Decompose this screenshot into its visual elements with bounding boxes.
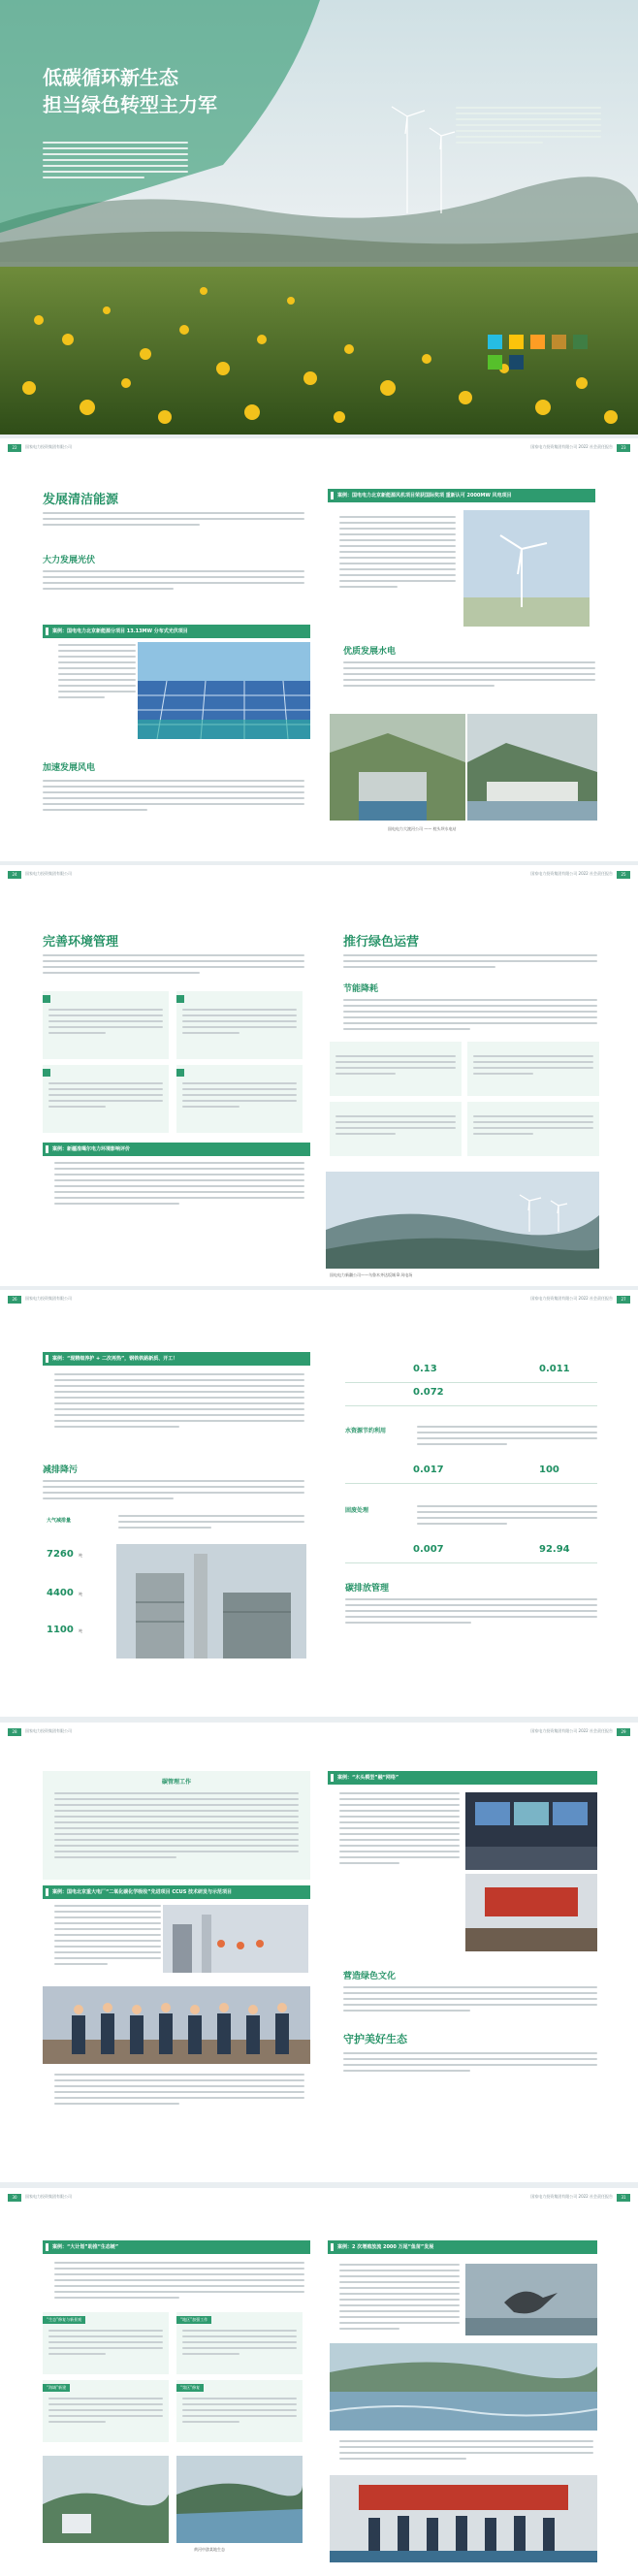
right-stat-3: 0.072 [413, 1387, 444, 1398]
header-left: 国家电力投资集团有限公司 [25, 1296, 72, 1301]
sdg-17-icon [509, 355, 524, 370]
carbon-text [345, 1598, 597, 1627]
section-title-left: 完善环境管理 [43, 935, 119, 950]
env-box-4 [176, 1065, 303, 1133]
sdg-13-icon [573, 335, 588, 349]
emission-stat-2 [47, 1581, 82, 1599]
cover-intro-text [43, 142, 188, 182]
header-right: 国家电力投资集团有限公司 2022 社会责任报告 [530, 2194, 613, 2199]
page-number-left: 26 [8, 1296, 21, 1304]
header-left: 国家电力投资集团有限公司 [25, 1728, 72, 1733]
page-3-environment [0, 865, 638, 1286]
case-retrofit-text [54, 1373, 304, 1432]
hydro-caption: 国电电力大渡河公司 —— 枕头坝水电站 [388, 826, 457, 831]
culture-text [343, 1986, 597, 2015]
carbon-work-box [43, 1771, 310, 1880]
hydro-dam-photo-2 [467, 714, 597, 821]
eco-tag-4: “第区”修复 [176, 2384, 204, 2392]
cover-title-line2: 担当绿色转型主力军 [43, 93, 217, 116]
subsection-ecology: 守护美好生态 [343, 2033, 407, 2045]
env-box-1 [43, 991, 169, 1059]
subsection-solar: 大力发展光伏 [43, 556, 96, 565]
case-wind: 案例：国电电力北京新能源风机项目荣获国际奖项 重新认可 2000MW 风电项目 [328, 489, 595, 502]
page-5-carbon-management [0, 1723, 638, 2182]
eco-tag-1: “生态”修复与新景观 [43, 2316, 85, 2324]
emission-stat-3 [47, 1618, 82, 1636]
sdg-11-icon [530, 335, 545, 349]
section-title: 发展清洁能源 [43, 493, 119, 507]
page-header [0, 1296, 638, 1305]
emission-stat-1-value: 7260 [47, 1549, 74, 1560]
waste-text [417, 1505, 597, 1529]
bird-photo [465, 2264, 597, 2335]
ops-box-4 [467, 1102, 599, 1156]
right-stat-1: 0.13 [413, 1364, 437, 1374]
header-right: 国家电力投资集团有限公司 2022 社会责任报告 [530, 1728, 613, 1733]
page-number-right: 27 [617, 1296, 630, 1304]
subsection-culture: 营造绿色文化 [343, 1972, 397, 1981]
sdg-15-icon [488, 355, 502, 370]
page-number-right: 29 [617, 1728, 630, 1736]
ccus-site-photo [163, 1905, 308, 1973]
control-room-photo [465, 1792, 597, 1870]
cover-title-line1: 低碳循环新生态 [43, 66, 178, 89]
page-number-right: 25 [617, 871, 630, 879]
ops-box-3 [330, 1102, 462, 1156]
eco-box-3 [43, 2380, 169, 2442]
sdg-7-icon [509, 335, 524, 349]
subsection-water: 水资源节约利用 [345, 1428, 387, 1434]
header-left: 国家电力投资集团有限公司 [25, 444, 72, 449]
reduction-text [43, 1480, 304, 1503]
right-stat-7: 92.94 [539, 1544, 570, 1555]
hydro-dam-photo-1 [330, 714, 465, 821]
case-plan-text [54, 2262, 304, 2302]
page-header [0, 871, 638, 881]
case-retrofit: 案例：“现精细养护 + 二次再热”，钢铁铁路新质、开工！ [43, 1352, 310, 1366]
case-eia: 案例：新疆准噶尔电力环境影响评价 [43, 1143, 310, 1156]
eco-box-1 [43, 2312, 169, 2374]
subsection-hydro: 优质发展水电 [343, 647, 397, 657]
water-text [417, 1426, 597, 1449]
right-stat-row-4 [345, 1544, 597, 1563]
case-plan: 案例：“大计划”助推“生态链” [43, 2240, 310, 2254]
sdg-12-icon [552, 335, 566, 349]
right-stat-row-1 [345, 1364, 597, 1383]
ops-box-2 [467, 1042, 599, 1096]
river-photo [330, 2343, 597, 2431]
ops-intro [343, 954, 597, 972]
page-header [0, 2194, 638, 2204]
page-number-left: 30 [8, 2194, 21, 2202]
header-left: 国家电力投资集团有限公司 [25, 871, 72, 876]
subsection-energy-saving: 节能降耗 [343, 984, 379, 994]
case-solar-text [58, 644, 136, 702]
right-stat-row-2 [345, 1387, 597, 1406]
page-number-left: 24 [8, 871, 21, 879]
team-photo [43, 1986, 310, 2064]
case-fish-text [339, 2264, 460, 2334]
case-wind-text [339, 516, 456, 592]
env-box-2 [176, 991, 303, 1059]
carbon-work-title: 碳管理工作 [161, 1779, 191, 1786]
emission-label: 大气减排量 [47, 1518, 72, 1524]
wind-text [43, 780, 304, 815]
emission-stat-2-unit: 吨 [78, 1592, 82, 1596]
page-number-left: 28 [8, 1728, 21, 1736]
case-model-text [339, 1792, 460, 1868]
page-header [0, 444, 638, 454]
header-left: 国家电力投资集团有限公司 [25, 2194, 72, 2199]
page-number-left: 22 [8, 444, 21, 452]
hydro-text [343, 661, 595, 691]
subsection-carbon: 碳排放管理 [345, 1584, 390, 1594]
env-box-3-tag [43, 1069, 50, 1077]
emission-stat-2-value: 4400 [47, 1588, 74, 1598]
right-stat-5: 100 [539, 1465, 559, 1475]
eco-landscape-photo-2 [176, 2456, 303, 2543]
env-intro [43, 954, 304, 978]
wind-turbine-photo [463, 510, 590, 627]
sdg-6-icon [488, 335, 502, 349]
eco-tag-3: “海域”新建 [43, 2384, 70, 2392]
case-eia-text [54, 1162, 304, 1208]
page-2-clean-energy [0, 438, 638, 861]
right-stat-2: 0.011 [539, 1364, 570, 1374]
power-plant-photo [116, 1544, 306, 1658]
subsection-reduction: 减排降污 [43, 1465, 79, 1475]
subsection-wind: 加速发展风电 [43, 763, 96, 773]
page-number-right: 31 [617, 2194, 630, 2202]
eco-caption: 黄河中游某地生态 [194, 2547, 225, 2552]
sdg-icon-row [487, 334, 603, 374]
env-box-3 [43, 1065, 169, 1133]
solar-text [43, 570, 304, 594]
case-fish-release: 案例：2 次增殖放流 2000 万尾“鱼苗”发展 [328, 2240, 597, 2254]
subsection-waste: 固废处理 [345, 1507, 369, 1514]
case-ccus-text [54, 1905, 161, 1969]
cover-right-text [456, 107, 601, 147]
emission-stat-3-unit: 吨 [78, 1628, 82, 1633]
ops-box-1 [330, 1042, 462, 1096]
fish-release-event-photo [330, 2475, 597, 2562]
energy-saving-text [343, 999, 597, 1034]
emission-side-text [118, 1515, 304, 1532]
right-stat-4: 0.017 [413, 1465, 444, 1475]
right-stat-6: 0.007 [413, 1544, 444, 1555]
eco-tag-2: “地区”加强工作 [176, 2316, 211, 2324]
eco-box-4 [176, 2380, 303, 2442]
ccus-bottom-text [54, 2074, 304, 2109]
eco-box-2 [176, 2312, 303, 2374]
solar-panel-photo [138, 642, 310, 739]
emission-stat-3-value: 1100 [47, 1625, 74, 1635]
eco-landscape-photo-1 [43, 2456, 169, 2543]
emission-stat-1 [47, 1542, 82, 1561]
mountain-wind-photo [326, 1172, 599, 1269]
page-4-emissions [0, 1290, 638, 1717]
right-stat-row-3 [345, 1465, 597, 1484]
fish-bottom-text [339, 2440, 593, 2463]
header-right: 国家电力投资集团有限公司 2022 社会责任报告 [530, 444, 613, 449]
page-1-cover [0, 0, 638, 435]
ecology-text [343, 2052, 597, 2076]
header-right: 国家电力投资集团有限公司 2022 社会责任报告 [530, 1296, 613, 1301]
emission-stat-1-unit: 吨 [78, 1553, 82, 1558]
env-box-1-tag [43, 995, 50, 1003]
meeting-photo [465, 1874, 597, 1951]
header-right: 国家电力投资集团有限公司 2022 社会责任报告 [530, 871, 613, 876]
env-box-2-tag [176, 995, 184, 1003]
wind-caption: 国电电力新疆公司——乌鲁木齐达坂城 B 风电场 [330, 1272, 413, 1277]
page-6-ecology [0, 2188, 638, 2576]
section-intro [43, 512, 304, 530]
section-title-right: 推行绿色运营 [343, 935, 420, 950]
case-ccus: 案例：国电北京重大电厂“二氧化碳化学吸收”先进项目 CCUS 技术研发与示范项目 [43, 1885, 310, 1899]
page-header [0, 1728, 638, 1738]
env-box-4-tag [176, 1069, 184, 1077]
case-solar: 案例：国电电力北京新能源分项目 13.13MW 分布式光伏项目 [43, 625, 310, 638]
case-model: 案例：“木头模型”融“网络” [328, 1771, 597, 1785]
page-number-right: 23 [617, 444, 630, 452]
